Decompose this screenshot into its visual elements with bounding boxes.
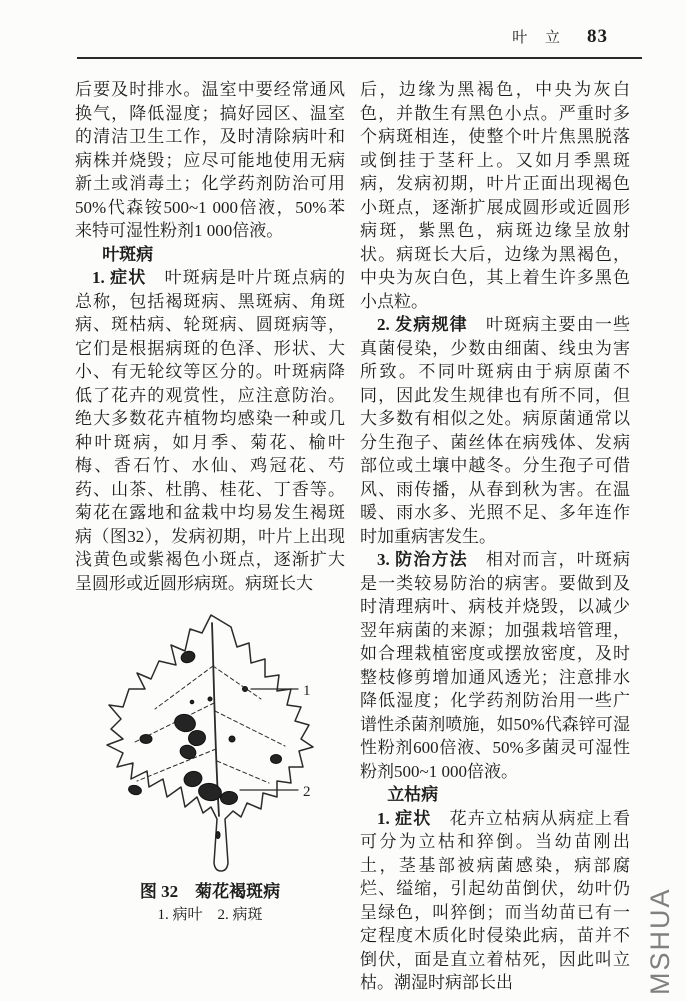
section-heading-damping-off-disease: 立枯病: [387, 785, 439, 804]
paragraph-lead-control-methods: 3. 防治方法: [377, 550, 486, 569]
paragraph-continuation: 后，边缘为黑褐色，中央为灰白色，并散生有黑色小点。严重时多个病斑相连，使整个叶片焦黑脱落或倒挂于茎秆上。又如月季黑斑病，发病初期，叶片正面出现褐色小斑点，逐渐扩展成圆形或近圆形病斑，紫黑色，病斑边缘呈放射状。病斑长大后，边缘为黑褐色，中央为灰白色，其上着生许多黑色小点粒。: [360, 80, 630, 311]
section-heading-leaf-spot-disease: 叶斑病: [102, 244, 154, 264]
paragraph-control-methods: [360, 548, 630, 783]
leaf-outline: [107, 615, 313, 871]
leaf-drawing: [75, 609, 345, 877]
page-number: 83: [587, 26, 608, 47]
paragraph-body: 叶斑病主要由一些真菌侵染，少数由细菌、线虫为害所致。不同叶斑病由于病原菌不同，因此发生规律也有所不同，但大多数有相似之处。病原菌通常以分生孢子、菌丝体在病残体、发病部位或土壤中越冬。分生孢子可借风、雨传播，从春到秋为害。在温暖、雨水多、光照不足、多年连作时加重病害发生。: [360, 315, 631, 546]
figure-legend: 1. 病叶 2. 病斑: [157, 907, 263, 923]
page-header: [0, 0, 686, 52]
paragraph-continuation: 后要及时排水。温室中要经常通风换气，降低湿度；搞好园区、温室的清洁卫生工作，及时清除病叶和病株并烧毁；应尽可能地使用无病新土或消毒土；化学药剂防治可用50%代森铵500~1 000倍液，50%苯来特可湿性粉剂1 000倍液。: [75, 80, 345, 240]
left-column: [75, 78, 345, 995]
text-columns: [0, 59, 686, 995]
watermark-text: MSHUA: [645, 887, 675, 995]
paragraph-lead-disease-pattern: 2. 发病规律: [377, 315, 486, 334]
figure-leaf-illustration: [75, 609, 345, 925]
paragraph-lead-symptoms: 1. 症状: [92, 268, 165, 287]
figure-caption: 图 32 菊花褐斑病: [139, 882, 281, 901]
callout-label-1: 1: [303, 683, 311, 699]
paragraph-symptoms-damping-off: [360, 807, 630, 995]
paragraph-body: 相对而言，叶斑病是一类较易防治的病害。要做到及时清理病叶、病枝并烧毁，以减少翌年病菌的来源；加强栽培管理，如合理栽植密度或摆放密度，及时整枝修剪增加通风透光；注意排水降低湿度；化学药剂防治用一些广谱性杀菌剂喷施，如50%代森锌可湿性粉剂600倍液、50%多菌灵可湿性粉剂500~1 000倍液。: [360, 550, 631, 781]
right-column: [360, 78, 630, 995]
running-title: 叶 立: [512, 30, 567, 46]
paragraph-lead-symptoms: 1. 症状: [377, 808, 450, 828]
disease-spots: [128, 649, 282, 838]
leaf-veins: [133, 666, 285, 783]
paragraph-disease-pattern: [360, 313, 630, 548]
paragraph-body: 花卉立枯病从病症上看可分为立枯和猝倒。当幼苗刚出土，茎基部被病菌感染，病部腐烂、缢缩，引起幼苗倒伏，幼叶仍呈绿色，叫猝倒；而当幼苗已有一定程度木质化时侵染此病，苗并不倒伏，面是直立着枯死，因此叫立枯。潮湿时病部长出: [360, 808, 631, 992]
paragraph-symptoms: [75, 266, 345, 595]
callout-label-2: 2: [303, 784, 311, 800]
paragraph-body: 叶斑病是叶片斑点病的总称，包括褐斑病、黑斑病、角斑病、斑枯病、轮斑病、圆斑病等，它们是根据病斑的色泽、形状、大小、有无轮纹等区分的。叶斑病降低了花卉的观赏性，应注意防治。绝大多数花卉植物均感染一种或几种叶斑病，如月季、菊花、榆叶梅、香石竹、水仙、鸡冠花、芍药、山茶、杜鹃、桂花、丁香等。菊花在露地和盆栽中均易发生褐斑病（图32），发病初期，叶片上出现浅黄色或紫褐色小斑点，逐渐扩大呈圆形或近圆形病斑。病斑长大: [75, 268, 346, 593]
